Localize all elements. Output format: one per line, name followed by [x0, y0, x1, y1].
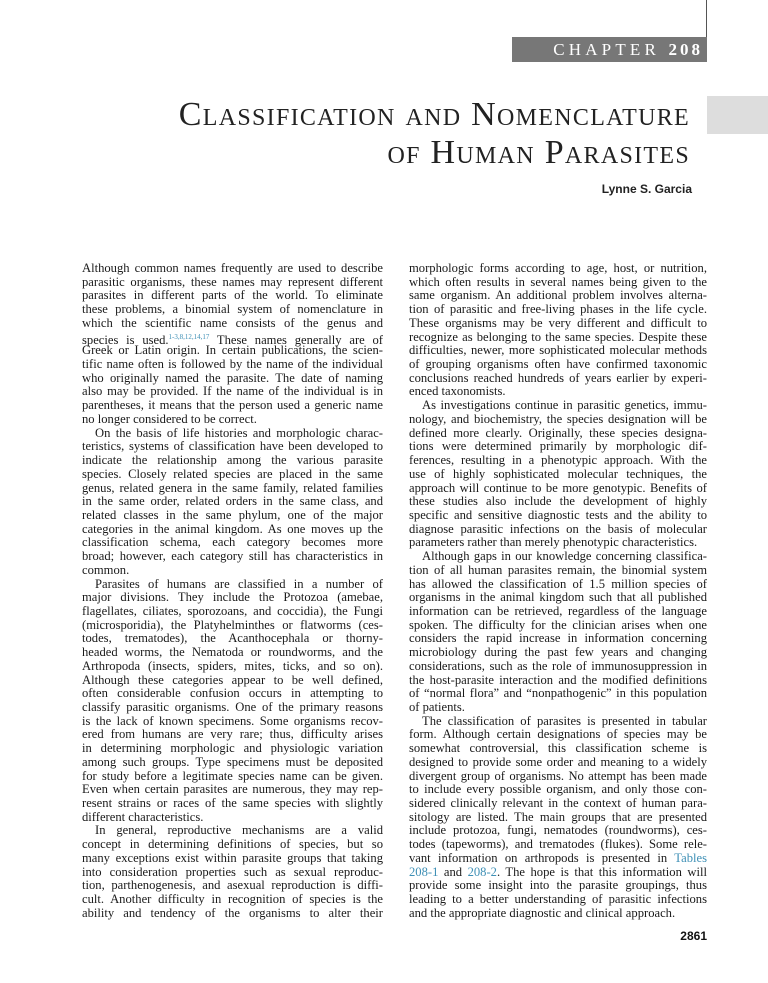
text-line: considers the rapid increase in information concerning: [409, 631, 707, 646]
text-line: Although common names frequently are used to describe: [82, 261, 383, 275]
text-line: related classes in the same phylum, one of the major: [82, 507, 383, 522]
text-line: difficulties, newer, more sophisticated molecular methods: [409, 343, 707, 358]
text-line: tion of all human parasites remain, the binomial system: [409, 562, 707, 577]
text-line: in the same order, related orders in the same class, and: [82, 494, 383, 509]
text-line: indicate the relationship among the various parasite: [82, 453, 383, 468]
text-line: into consideration properties such as sexual reproduc-: [82, 864, 383, 879]
text-line: tion of parasitic and free-living phases in the life cycle.: [409, 302, 707, 317]
text-line: sidered clinically relevant in the context of human para-: [409, 796, 707, 811]
text-line: which the scientific name consists of the genus and: [82, 315, 383, 330]
text-line: who originally named the parasite. The date of naming: [82, 370, 383, 385]
text-line: Greek or Latin origin. In certain publications, the scien-: [82, 343, 383, 358]
text-line: categories in the animal kingdom. As one moves up the: [82, 521, 383, 536]
text-line: Although these categories appear to be well defined,: [82, 672, 383, 687]
text-column-right: [409, 262, 707, 921]
paragraph: [409, 550, 707, 715]
page-title: [179, 96, 690, 172]
text-line: recognize as belonging to the same species. Despite these: [409, 329, 707, 344]
text-line: common.: [82, 562, 130, 577]
citation-superscript[interactable]: 1-3,8,12,14,17: [168, 332, 210, 341]
text-line: of patients.: [409, 700, 465, 714]
text-line: [409, 852, 707, 866]
text-line: defined more clearly. Originally, these species designa-: [409, 425, 707, 440]
text-line: morphologic forms according to age, host, or nutrition,: [409, 261, 707, 275]
text-line: diagnose parasitic infections on the basis of molecular: [409, 521, 707, 536]
text-line: ability and tendency of the organisms to alter their: [82, 905, 383, 920]
paragraph: [82, 824, 383, 920]
text-line: Even when certain parasites are numerous, they may rep-: [82, 782, 383, 797]
text-line: parasites in different parts of the world. To eliminate: [82, 288, 383, 303]
text-segment: vant information on arthropods is presented in: [409, 850, 675, 865]
text-segment: These names generally are of: [209, 332, 383, 347]
text-line: no longer considered to be correct.: [82, 411, 257, 426]
text-line: approach will continue to be more genotypic. Benefits of: [409, 480, 707, 495]
text-line: which often results in several names being given to the: [409, 274, 707, 289]
text-segment: and: [438, 864, 468, 879]
paragraph: [82, 578, 383, 825]
text-line: often considerable confusion occurs in attempting to: [82, 686, 383, 701]
text-line: among such groups. Type specimens must be deposited: [82, 754, 383, 769]
text-line: On the basis of life histories and morphologic charac-: [95, 425, 383, 440]
text-line: provide some insight into the parasite groupings, thus: [409, 878, 707, 893]
table-reference-link[interactable]: 208-2: [467, 864, 497, 879]
text-line: species. Closely related species are placed in the same: [82, 466, 383, 481]
text-line: different characteristics.: [82, 809, 204, 824]
paragraph: [82, 262, 383, 427]
text-line: conclusions reached hundreds of years earlier by experi-: [409, 370, 707, 385]
text-line: enced taxonomists.: [409, 384, 506, 399]
text-line: also may be provided. If the name of the individual is in: [82, 384, 383, 399]
text-line: cult. Another difficulty in recognition of species is the: [82, 892, 383, 907]
text-line: has allowed the classification of 1.5 million species of: [409, 576, 707, 591]
text-line: [82, 331, 383, 345]
text-line: headed worms, the Nematoda or roundworms, and the: [82, 645, 383, 660]
text-line: parasitic organisms, these names may represent different: [82, 274, 383, 289]
text-line: leading to a better understanding of parasitic infections: [409, 892, 707, 907]
text-segment: . The hope is that this information will: [496, 864, 707, 879]
text-line: [409, 866, 707, 880]
text-line: These organisms may be very different and difficult to: [409, 315, 707, 330]
text-line: classification schema, each category becomes more: [82, 535, 383, 550]
text-line: many exceptions exist within parasite groups that taking: [82, 850, 383, 865]
text-line: and the appropriate diagnostic and clinical approach.: [409, 905, 676, 920]
paragraph: [82, 427, 383, 578]
text-line: classify parasitic organisms. One of the primary reasons: [82, 700, 383, 714]
text-line: same organism. An additional problem involves alterna-: [409, 288, 707, 303]
text-line: teristics, systems of classification have been developed to: [82, 439, 383, 454]
text-line: In general, reproductive mechanisms are a valid: [95, 823, 383, 838]
paragraph: [409, 715, 707, 921]
text-line: tific name often is followed by the name of the individual: [82, 357, 383, 372]
text-line: of grouping organisms often have confirmed taxonomic: [409, 357, 707, 372]
text-line: organisms in the animal kingdom such that all published: [409, 590, 707, 605]
side-tab-block: [707, 96, 768, 134]
paragraph: [409, 399, 707, 550]
title-line-2: of Human Parasites: [387, 134, 690, 171]
text-line: of “normal flora” and “nonpathogenic” in this population: [409, 686, 707, 701]
text-line: nology, and biochemistry, the species designation will be: [409, 411, 707, 426]
text-line: ferences, resulting in a phenotypic approach. With the: [409, 453, 707, 468]
author-name: Lynne S. Garcia: [601, 182, 692, 196]
text-line: resent strains or races of the same species with slightly: [82, 796, 383, 811]
text-line: spoken. The difficulty for the clinician arises when one: [409, 617, 707, 632]
chapter-label: [512, 37, 707, 62]
text-line: ered from humans are very rare; thus, difficulty arises: [82, 727, 383, 742]
text-line: considerations, such as the role of immunosuppression in: [409, 658, 707, 673]
text-line: (microsporidia), the Platyhelminthes or flatworms (ces-: [82, 617, 383, 632]
text-line: Arthropoda (insects, spiders, mites, ticks, and so on).: [82, 658, 383, 673]
text-line: is the lack of known specimens. Some organisms recov-: [82, 713, 383, 728]
text-line: The classification of parasites is presented in tabular: [422, 713, 707, 728]
text-line: sitology are listed. The main groups that are presented: [409, 809, 707, 824]
chapter-number: 208: [668, 40, 703, 59]
text-line: to include every possible organism, and only those con-: [409, 782, 707, 797]
text-line: use of highly sophisticated molecular techniques, the: [409, 466, 707, 481]
text-line: parentheses, it means that the person used a generic name: [82, 398, 383, 413]
text-line: concept in determining definitions of species, but so: [82, 837, 383, 852]
text-line: divergent group of organisms. No attempt has been made: [409, 768, 707, 783]
text-line: the host-parasite interaction and the modified definitions: [409, 672, 707, 687]
text-line: todes (tapeworms), and trematodes (flukes). Some rele-: [409, 837, 707, 852]
text-line: for study before a legitimate species name can be given.: [82, 768, 383, 783]
page-number: 2861: [680, 929, 707, 943]
header-rule: [706, 0, 707, 38]
title-line-1: Classification and Nomenclature: [178, 96, 690, 133]
text-line: Although gaps in our knowledge concerning classifica-: [422, 549, 707, 564]
text-line: todes, trematodes), the Acanthocephala or thorny-: [82, 631, 383, 646]
table-reference-link[interactable]: Tables: [674, 850, 707, 865]
text-line: these studies also include the development of highly: [409, 494, 707, 509]
text-line: in determining morphologic and physiologic variation: [82, 741, 383, 756]
text-line: these problems, a binomial system of nomenclature in: [82, 302, 383, 317]
text-line: flagellates, ciliates, sporozoans, and coccidia), the Fungi: [82, 603, 383, 618]
paragraph: [409, 262, 707, 399]
text-line: tion, parthenogenesis, and asexual reproduction is diffi-: [82, 878, 383, 893]
text-line: tions were determined primarily by morphologic dif-: [409, 439, 707, 454]
text-line: Parasites of humans are classified in a number of: [95, 576, 383, 591]
text-line: somewhat controversial, this classification scheme is: [409, 741, 707, 756]
chapter-word: CHAPTER: [553, 40, 661, 59]
text-segment: species is used.: [82, 332, 169, 347]
text-line: designed to provide some order and meaning to a widely: [409, 754, 707, 769]
text-line: parameters rather than merely phenotypic characteristics.: [409, 535, 698, 550]
text-line: major divisions. They include the Protozoa (amebae,: [82, 590, 383, 605]
text-line: include protozoa, fungi, nematodes (roundworms), ces-: [409, 823, 707, 838]
table-reference-link[interactable]: 208-1: [409, 864, 439, 879]
text-column-left: [82, 262, 383, 921]
text-line: form. Although certain designations of species may be: [409, 727, 707, 742]
text-line: genus, related genera in the same family, related families: [82, 480, 383, 495]
text-line: microbiology during the past few years and changing: [409, 645, 707, 660]
text-line: information can be retrieved, regardless of the language: [409, 603, 707, 618]
text-line: broad; however, each category still has characteristics in: [82, 549, 383, 564]
text-line: specific and sensitive diagnostic tests and the ability to: [409, 507, 707, 522]
text-line: As investigations continue in parasitic genetics, immu-: [422, 398, 707, 413]
